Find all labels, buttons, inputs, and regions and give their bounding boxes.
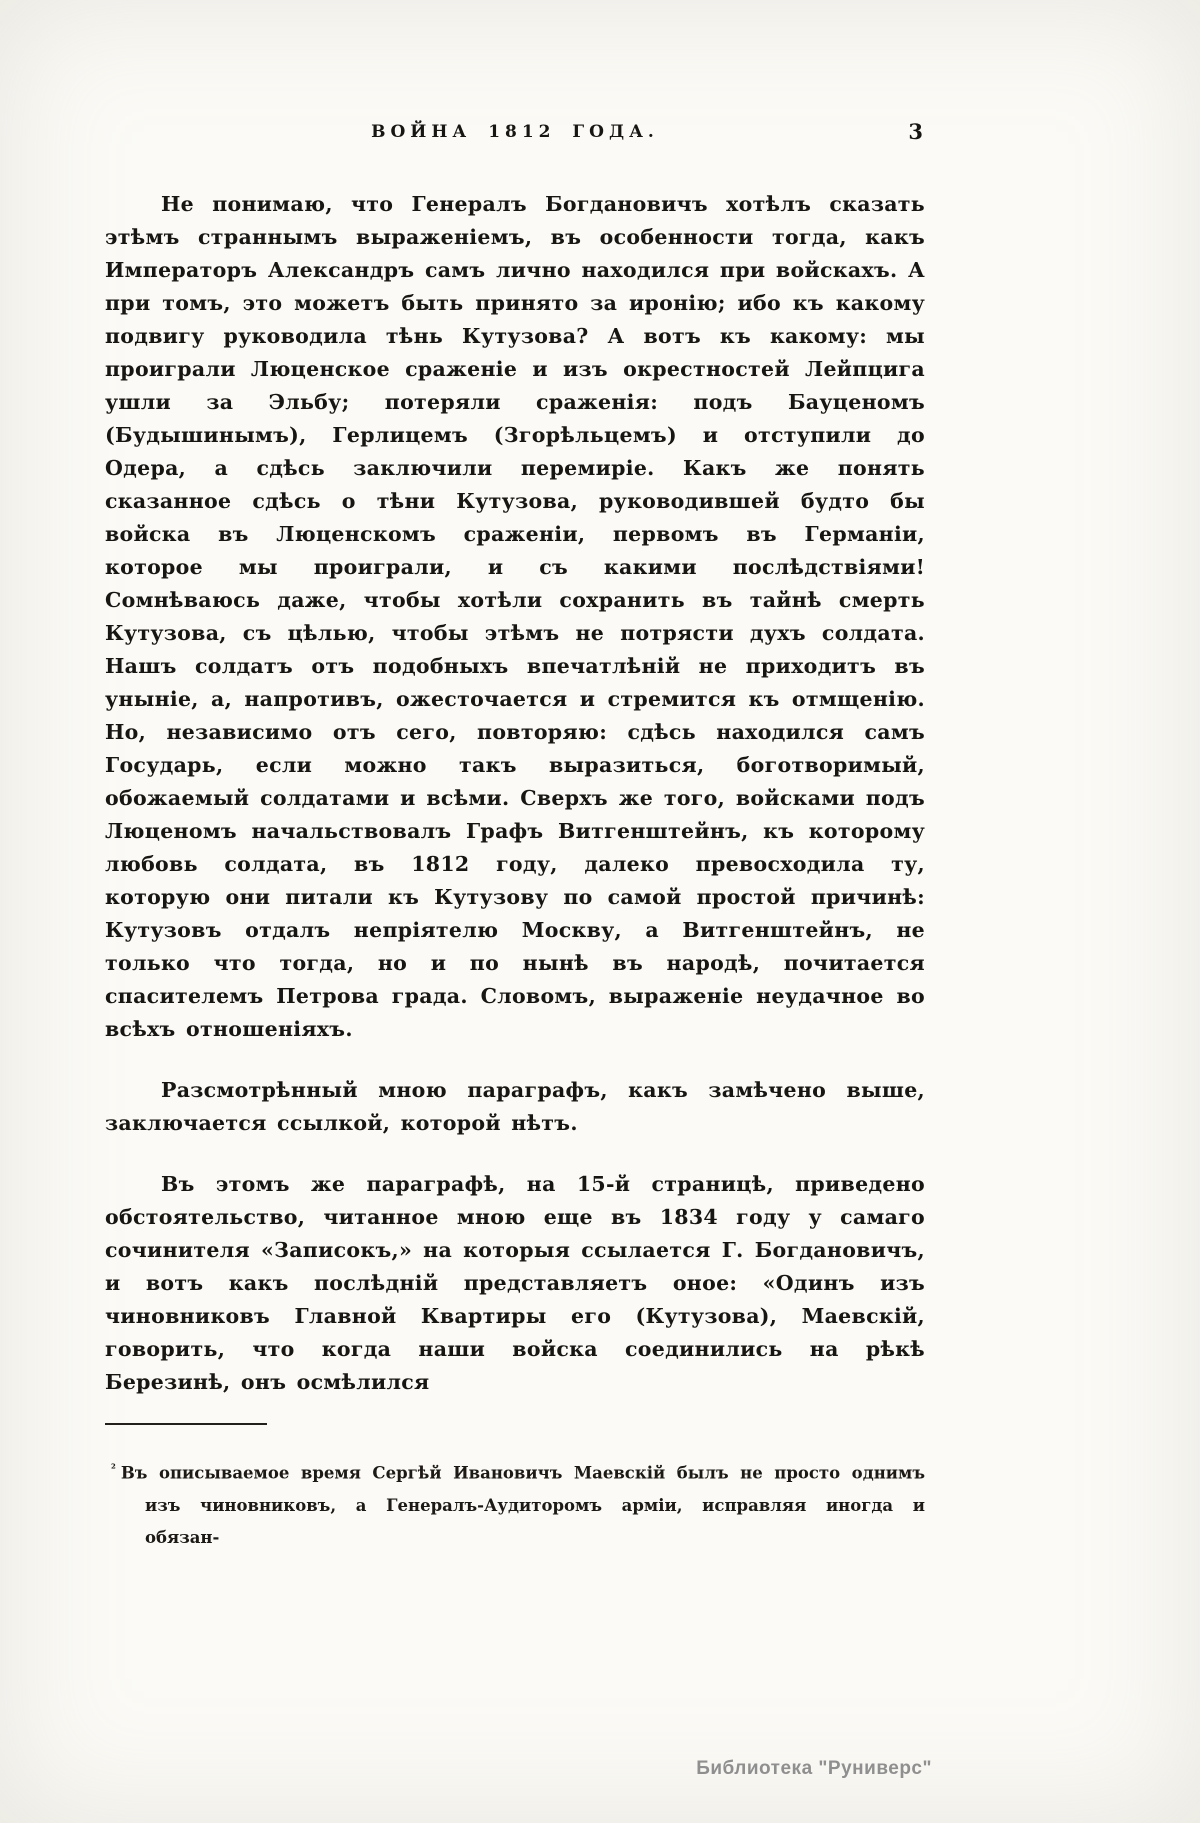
footnote-text: Въ описываемое время Сергѣй Ивановичъ Маевскій былъ не просто однимъ изъ чиновниковъ, а Генералъ-Аудиторомъ арміи, исправляя иногда и обязан- bbox=[120, 1463, 925, 1547]
library-watermark: Библиотека "Руниверс" bbox=[696, 1758, 932, 1779]
paragraph-1: Не понимаю, что Генералъ Богдановичъ хотѣлъ сказать этѣмъ страннымъ выраженіемъ, въ особенности тогда, какъ Императоръ Александръ самъ лично находился при войскахъ. А при томъ, это можетъ быть принято за иронію; ибо къ какому подвигу руководила тѣнь Кутузова? А вотъ къ какому: мы проиграли Люценское сраженіе и изъ окрестностей Лейпцига ушли за Эльбу; потеряли сраженія: подъ Бауценомъ (Будышинымъ), Герлицемъ (Згорѣльцемъ) и отступили до Одера, а сдѣсь заключили перемиріе. Какъ же понять сказанное сдѣсь о тѣни Кутузова, руководившей будто бы войска въ Люценскомъ сраженіи, первомъ въ Германіи, которое мы проиграли, и съ какими послѣдствіями! Сомнѣваюсь даже, чтобы хотѣли сохранить въ тайнѣ смерть Кутузова, съ цѣлью, чтобы этѣмъ не потрясти духъ солдата. Нашъ солдатъ отъ подобныхъ впечатлѣній не приходитъ въ уныніе, а, напротивъ, ожесточается и стремится къ отмщенію. Но, независимо отъ сего, повторяю: сдѣсь находился самъ Государь, если можно такъ выразиться, боготворимый, обожаемый солдатами и всѣми. Сверхъ же того, войсками подъ Люценомъ начальствовалъ Графъ Витгенштейнъ, къ которому любовь солдата, въ 1812 году, далеко превосходила ту, которую они питали къ Кутузову по самой простой причинѣ: Кутузовъ отдалъ непріятелю Москву, а Витгенштейнъ, не только что тогда, но и по нынѣ въ народѣ, почитается спасителемъ Петрова града. Словомъ, выраженіе неудачное во всѣхъ отношеніяхъ. bbox=[105, 192, 925, 1041]
book-page bbox=[105, 0, 925, 1554]
body-text bbox=[105, 188, 925, 1399]
running-head bbox=[105, 119, 925, 148]
footnote-rule bbox=[105, 1423, 267, 1425]
paragraph-2: Разсмотрѣнный мною параграфъ, какъ замѣчено выше, заключается ссылкой, которой нѣтъ. bbox=[105, 1078, 925, 1135]
footnote bbox=[105, 1453, 925, 1554]
paragraph-3: Въ этомъ же параграфѣ, на 15-й страницѣ, приведено обстоятельство, читанное мною еще въ 1834 году у самаго сочинителя «Записокъ,» на которыя ссылается Г. Богдановичъ, и вотъ какъ послѣдній представляетъ оное: «Одинъ изъ чиновниковъ Главной Квартиры его (Кутузова), Маевскій, говорить, что когда наши войска соединились на рѣкѣ Березинѣ, онъ осмѣлился bbox=[105, 1172, 925, 1394]
page-title: ВОЙНА 1812 ГОДА. bbox=[371, 122, 659, 142]
footnote-marker: ² bbox=[111, 1462, 116, 1475]
page-number: 3 bbox=[908, 119, 923, 144]
